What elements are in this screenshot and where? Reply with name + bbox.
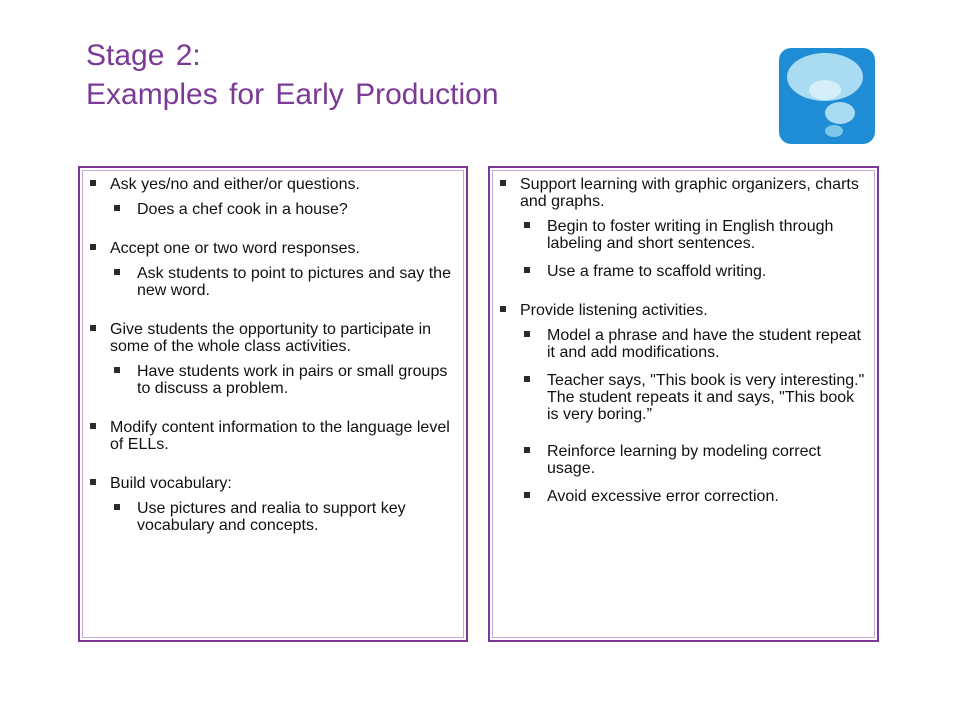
square-bullet-icon: [524, 331, 530, 337]
sub-list-item: [524, 372, 865, 423]
left-bullet-list: [80, 168, 466, 534]
left-content-box: [78, 166, 468, 642]
square-bullet-icon: [524, 492, 530, 498]
sub-list-item-text: Use pictures and realia to support key vocabulary and concepts.: [137, 500, 406, 534]
list-item: [500, 302, 865, 505]
square-bullet-icon: [500, 180, 506, 186]
list-item: [90, 419, 454, 453]
square-bullet-icon: [90, 479, 96, 485]
square-bullet-icon: [524, 376, 530, 382]
right-content-box: [488, 166, 879, 642]
list-item-text: Modify content information to the language level of ELLs.: [110, 419, 450, 453]
list-item-text: Build vocabulary:: [110, 475, 232, 492]
sub-list-item: [524, 443, 865, 477]
list-item: [90, 321, 454, 397]
sub-list-item-text: Avoid excessive error correction.: [547, 488, 779, 505]
square-bullet-icon: [524, 222, 530, 228]
list-item-text: Support learning with graphic organizers, charts and graphs.: [520, 176, 859, 210]
list-item-text: Give students the opportunity to participate in some of the whole class activities.: [110, 321, 432, 355]
square-bullet-icon: [524, 267, 530, 273]
square-bullet-icon: [114, 504, 120, 510]
list-item: [90, 240, 454, 299]
list-item: [90, 176, 454, 218]
sub-list-item: [524, 488, 865, 505]
thought-bubble-icon: [779, 48, 875, 144]
sub-list-item: [114, 500, 454, 534]
square-bullet-icon: [114, 205, 120, 211]
right-bullet-list: [490, 168, 877, 505]
sub-list-item: [114, 201, 454, 218]
square-bullet-icon: [90, 423, 96, 429]
sub-list-item-text: Use a frame to scaffold writing.: [547, 263, 767, 280]
sub-list-item: [114, 363, 454, 397]
list-item: [500, 176, 865, 280]
square-bullet-icon: [90, 180, 96, 186]
square-bullet-icon: [114, 269, 120, 275]
list-item-text: Accept one or two word responses.: [110, 240, 360, 257]
sub-list-item: [524, 218, 865, 252]
sub-list-item-text: Ask students to point to pictures and say the new word.: [137, 265, 451, 299]
slide-title-line-1: Stage 2:: [86, 39, 201, 72]
sub-list-item: [114, 265, 454, 299]
sub-list-item-text: Teacher says, "This book is very interesting." The student repeats it and says, "This book is very boring.”: [547, 372, 865, 423]
slide-title-line-2: Examples for Early Production: [86, 78, 499, 111]
sub-list-item-text: Begin to foster writing in English through labeling and short sentences.: [547, 218, 834, 252]
sub-list-item: [524, 327, 865, 361]
square-bullet-icon: [90, 325, 96, 331]
square-bullet-icon: [500, 306, 506, 312]
sub-list-item: [524, 263, 865, 280]
sub-list-item-text: Model a phrase and have the student repeat it and add modifications.: [547, 327, 861, 361]
sub-list-item-text: Does a chef cook in a house?: [137, 201, 348, 218]
slide-title: [86, 36, 499, 114]
sub-list-item-text: Have students work in pairs or small groups to discuss a problem.: [137, 363, 448, 397]
list-item-text: Ask yes/no and either/or questions.: [110, 176, 360, 193]
square-bullet-icon: [524, 447, 530, 453]
sub-list-item-text: Reinforce learning by modeling correct usage.: [547, 443, 821, 477]
list-item-text: Provide listening activities.: [520, 302, 708, 319]
square-bullet-icon: [90, 244, 96, 250]
square-bullet-icon: [114, 367, 120, 373]
list-item: [90, 475, 454, 534]
